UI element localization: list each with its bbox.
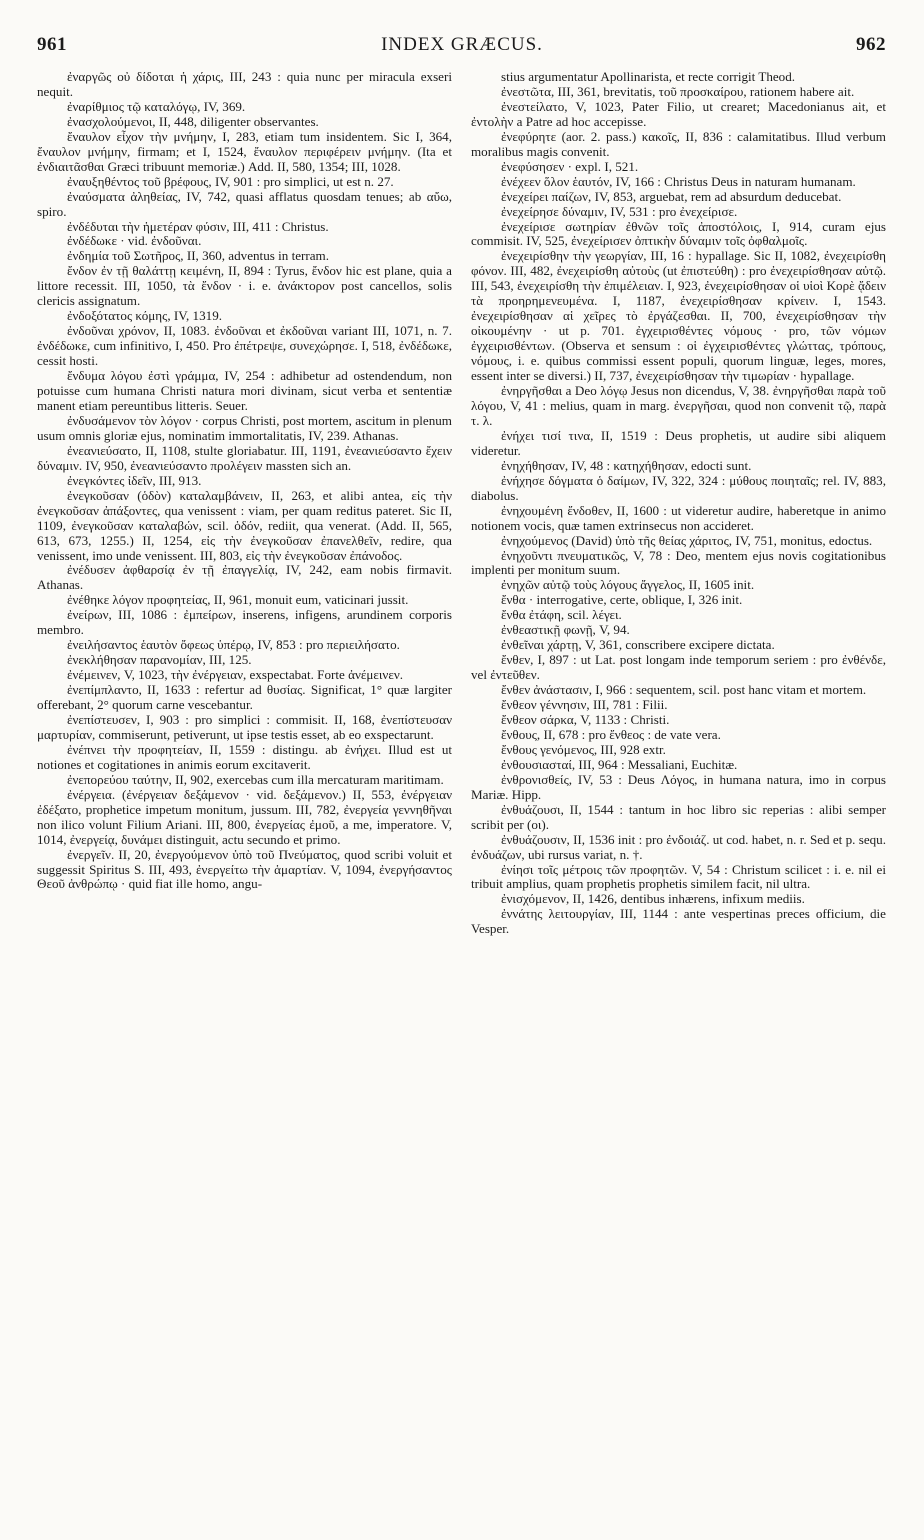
page-number-left: 961	[37, 34, 67, 55]
index-entry: ἐνήχησε δόγματα ὁ δαίμων, IV, 322, 324 : μύθους ποιηταῖς; rel. IV, 883, diabolus.	[471, 472, 886, 503]
index-entry: ἐνέμεινεν, V, 1023, τὴν ἐνέργειαν, exspectabat. Forte ἀνέμεινεν.	[67, 667, 404, 683]
index-entry: ἔνθα · interrogative, certe, oblique, I, 326 init.	[501, 592, 743, 608]
index-entry: ἔνδυμα λόγου ἐστὶ γράμμα, IV, 254 : adhibetur ad ostendendum, non potuisse cum humana Christi natura mori divinam, sicut verba et sententiæ manent etiam pereuntibus litteris. Seuer.	[37, 368, 452, 413]
index-entry: ἐνέχεεν ὅλον ἑαυτόν, IV, 166 : Christus Deus in naturam humanam.	[501, 173, 856, 189]
index-entry: ἐναυξηθέντος τοῦ βρέφους, IV, 901 : pro simplici, ut est n. 27.	[67, 173, 394, 189]
index-entry: ἐνθεῖναι χάρτῃ, V, 361, conscribere excipere dictata.	[501, 637, 775, 653]
index-entry: ἐνθυάζουσιν, II, 1536 init : pro ἐνδοιάζ. ut cod. habet, n. r. Sed et p. sequ. ἐνδυάζων, ubi rursus variat, n. †.	[471, 831, 886, 862]
index-entry: ἐνέθηκε λόγον προφητείας, II, 961, monuit eum, vaticinari jussit.	[67, 592, 409, 608]
index-entry: ἐναρίθμιος τῷ καταλόγῳ, IV, 369.	[67, 98, 246, 114]
index-entry: ἐνεστῶτα, III, 361, brevitatis, τοῦ προσκαίρου, rationem habere ait.	[501, 83, 855, 99]
index-entry: ἐνδυσάμενον τὸν λόγον · corpus Christi, post mortem, ascitum in plenum usum omnis gloriæ ejus, nominatim immortalitatis, IV, 239. Athanas.	[37, 412, 452, 443]
index-entry: ἔναυλον εἶχον τὴν μνήμην, I, 283, etiam tum insidentem. Sic I, 364, ἔναυλον μνήμην, firmam; et I, 1524, ἔναυλον περιφέρειν μνήμην. (Ita et ἐνδιαιτᾶσθαι Græci tribuunt memoriæ.) Add. II, 580, 1354; III, 1028.	[37, 128, 452, 174]
index-entry: ἐνισχόμενον, II, 1426, dentibus inhærens, infixum mediis.	[501, 891, 805, 907]
index-entry: ἐνείρων, III, 1086 : ἐμπείρων, inserens, infigens, arundinem corporis membro.	[37, 607, 452, 638]
index-entry: ἐναύσματα ἀληθείας, IV, 742, quasi afflatus quosdam tenues; ab αὔω, spiro.	[37, 188, 452, 219]
index-entry: ἐνεπίμπλαντο, II, 1633 : refertur ad θυσίας. Significat, 1° quæ largiter offerebant, 2° quorum carne vescebantur.	[37, 682, 452, 713]
index-entry: ἐναργῶς οὐ δίδοται ἡ χάρις, III, 243 : quia nunc per miracula exseri nequit.	[37, 69, 452, 99]
index-entry: ἐννάτης λειτουργίαν, III, 1144 : ante vespertinas preces officium, die Vesper.	[471, 906, 886, 937]
index-entry: ἐνηχοῦντι πνευματικῶς, V, 78 : Deo, mentem ejus novis cogitationibus implenti per monitum suum.	[471, 547, 886, 578]
index-entry: ἐνεκλήθησαν παρανομίαν, III, 125.	[67, 652, 252, 668]
index-entry: ἐνασχολούμενοι, II, 448, diligenter observantes.	[67, 113, 319, 129]
running-header	[0, 34, 924, 60]
index-column-right	[471, 70, 886, 937]
index-entry: ἐνθρονισθείς, IV, 53 : Deus Λόγος, in humana natura, imo in corpus Mariæ. Hipp.	[471, 771, 886, 802]
index-entry: ἐνηχουμένη ἔνδοθεν, II, 1600 : ut videretur audire, haberetque in animo notionem vocis, quæ tamen extrinsecus non accideret.	[471, 502, 886, 533]
index-entry: ἐνηχήθησαν, IV, 48 : κατηχήθησαν, edocti sunt.	[501, 457, 752, 473]
index-entry: ἐνέργεια. (ἐνέργειαν δεξάμενον · vid. δεξάμενον.) II, 553, ἐνέργειαν ἐδέξατο, prophetice impetum monitum, jussum. III, 782, ἐνεργεία γεννηθῆναι non ilico volunt Filium Ariani. III, 800, ἐνεργείας ἐμοῦ, a me, imperatore. V, 1014, ἐνεργείᾳ, δυνάμει distinguit, actu secundo et primo.	[37, 786, 452, 847]
index-entry: ἐνεφύσησεν · expl. I, 521.	[501, 158, 639, 174]
page-number-right: 962	[856, 34, 886, 55]
index-entry: ἔνθεον γέννησιν, III, 781 : Filii.	[501, 697, 668, 713]
index-entry: ἐνδοξότατος κόμης, IV, 1319.	[67, 308, 223, 324]
index-entry: ἐνεπορεύου ταύτην, II, 902, exercebas cum illa mercaturam maritimam.	[67, 771, 444, 787]
index-entry: ἐνδέδωκε · vid. ἐνδοῦναι.	[67, 233, 202, 249]
index-entry: ἐνεφύρητε (aor. 2. pass.) κακοῖς, II, 836 : calamitatibus. Illud verbum moralibus magis convenit.	[471, 128, 886, 159]
index-entry: ἐνθυάζουσι, II, 1544 : tantum in hoc libro sic reperias : alibi semper scribit per (οι).	[471, 801, 886, 832]
index-entry: ἐνεγκόντες ἰδεῖν, III, 913.	[67, 472, 202, 488]
index-entry: ἔνθα ἐτάφη, scil. λέγει.	[501, 607, 622, 623]
running-title: INDEX GRÆCUS.	[381, 34, 543, 55]
index-entry: ἐνεχειρίσθην τὴν γεωργίαν, III, 16 : hypallage. Sic II, 1082, ἐνεχειρίσθη φόνον. III, 482, ἐνεχειρίσθη αὐτοὺς (ut ἐπιστεύθη) : pro ἐνεχειρίσθησαν αὐτῷ. III, 543, ἐνεχειρίσθη τὴν ἐπιμέλειαν. I, 923, ἐνεχειρίσθησαν οἱ υἱοὶ Κορὲ ᾄδειν τὰ προηρημενευμένα. I, 1187, ἐνεχειρίσθησαν κρίνειν. I, 1543. ἐνεχειρίσθησαν αἱ χεῖρες τὸ ἐργάζεσθαι. II, 700, ἐνεχειρίσθησαν τὴν οἰκουμένην · ut p. 701. ἐγχειρισθέντες νόμους · pro, τῶν νόμων ἐγχειρισθέντων. (Observa et sensum : οἱ ἐγχειρισθέντες γλώττας, τρόπους, νόμους, i. e. quibus commissi essent populi, quorum linguæ, leges, mores, essent inter se diversi.) II, 737, ἐνεχειρίσθησαν τὴν τιμωρίαν · hypallage.	[471, 248, 886, 384]
index-entry: ἔνθεν, I, 897 : ut Lat. post longam inde temporum seriem : pro ἐνθένδε, vel ἐντεῦθεν.	[471, 652, 886, 683]
index-entry: ἐνδοῦναι χρόνον, II, 1083. ἐνδοῦναι et ἐκδοῦναι variant III, 1071, n. 7. ἐνδέδωκε, cum infinitivo, I, 450. Pro ἐπέτρεψε, συνεχώρησε. I, 518, ἐνδέδωκε, cessit hosti.	[37, 323, 452, 369]
index-entry: ἐνεχείρει παίζων, IV, 853, arguebat, rem ad absurdum deducebat.	[501, 188, 842, 204]
index-entry: ἐνέδυσεν ἀφθαρσίᾳ ἐν τῇ ἐπαγγελίᾳ, IV, 242, eam nobis firmavit. Athanas.	[37, 562, 452, 593]
index-entry: ἐνίησι τοῖς μέτροις τῶν προφητῶν. V, 54 : Christum scilicet : i. e. nil ei tribuit amplius, quam prophetis prophetis similem facit, nil ultra.	[471, 861, 886, 892]
index-entry: ἐνδέδυται τὴν ἡμετέραν φύσιν, III, 411 : Christus.	[67, 218, 329, 234]
index-entry: ἔνδον ἐν τῇ θαλάττῃ κειμένη, II, 894 : Tyrus, ἔνδον hic est plane, quia a littore recessit. III, 1050, τὰ ἔνδον · i. e. ἀνάκτορον post cancellos, solis clericis assignatum.	[37, 263, 452, 309]
index-entry: ἐνεπίστευσεν, I, 903 : pro simplici : commisit. II, 168, ἐνεπίστευσαν μαρτυρίαν, commiserunt, petiverunt, ut ipse testis esset, ab eo exspectarunt.	[37, 711, 452, 742]
index-entry: ἐνεανιεύσατο, II, 1108, stulte gloriabatur. III, 1191, ἐνεανιεύσαντο ἔχειν δύναμιν. IV, 950, ἐνεανιεύσαντο προλέγειν massten sich an.	[37, 442, 452, 473]
index-entry: ἔνθους γενόμενος, III, 928 extr.	[501, 741, 666, 757]
index-entry: ἔνθους, II, 678 : pro ἔνθεος : de vate vera.	[501, 726, 721, 742]
index-entry: ἐνδημία τοῦ Σωτῆρος, II, 360, adventus in terram.	[67, 248, 330, 264]
index-entry: ἐνεχείρισε σωτηρίαν ἐθνῶν τοῖς ἀποστόλοις, I, 914, curam ejus commisit. IV, 525, ἐνεχείρισεν ὀπτικὴν δύναμιν τοῖς ὀφθαλμοῖς.	[471, 218, 886, 249]
index-entry: ἐνεστείλατο, V, 1023, Pater Filio, ut crearet; Macedonianus ait, et ἐντολὴν a Patre ad hoc accepisse.	[471, 98, 886, 129]
index-entry: ἐνηχούμενος (David) ὑπὸ τῆς θείας χάριτος, IV, 751, monitus, edoctus.	[501, 532, 873, 548]
index-entry: stius argumentatur Apollinarista, et recte corrigit Theod.	[501, 69, 796, 84]
index-entry: ἐνθουσιασταί, III, 964 : Messaliani, Euchitæ.	[501, 756, 738, 772]
index-entry: ἐνθεαστικῇ φωνῇ, V, 94.	[501, 622, 630, 638]
index-entry: ἐνηργῆσθαι a Deo λόγῳ Jesus non dicendus, V, 38. ἐνηργῆσθαι παρὰ τοῦ λόγου, V, 41 : melius, quam in marg. ἐνεργῆσαι, quod non convenit τῷ, παρὰ τ. λ.	[471, 383, 886, 428]
index-entry: ἐνέπνει τὴν προφητείαν, II, 1559 : distingu. ab ἐνήχει. Illud est ut notiones et cogitationes in animis eorum excitaverit.	[37, 741, 452, 772]
index-entry: ἐνεργεῖν. II, 20, ἐνεργούμενον ὑπὸ τοῦ Πνεύματος, quod scribi voluit et suggessit Spiritus S. III, 493, ἐνεργείτω τὴν ἁμαρτίαν. V, 1094, ἐνεργήσαντος Θεοῦ ἀνθρώπῳ · quid fiat ille homo, angu-	[37, 846, 452, 892]
index-entry: ἔνθεον σάρκα, V, 1133 : Christi.	[501, 711, 670, 727]
index-entry: ἐνεγκοῦσαν (ὁδὸν) καταλαμβάνειν, II, 263, et alibi antea, εἰς τὴν ἐνεγκοῦσαν ἀπάξοντες, qua venissent : viam, per quam reditus pateret. Sic II, 1109, ἐνεγκοῦσαν καταλαβών, scil. ὁδόν, rediit, qua venerat. (Add. II, 565, 613, 673, 1255.) II, 1254, εἰς τὴν ἐνεγκοῦσαν ἐπανελθεῖν, redire, qua venissent, imo unde venissent. III, 803, εἰς τὴν ἐνεγκοῦσαν ἐπάνοδος.	[37, 487, 452, 563]
index-entry: ἐνεχείρησε δύναμιν, IV, 531 : pro ἐνεχείρισε.	[501, 203, 738, 219]
index-entry: ἐνηχῶν αὐτῷ τοὺς λόγους ἄγγελος, II, 1605 init.	[501, 577, 755, 593]
index-column-left	[37, 70, 452, 892]
index-entry: ἐνειλήσαντος ἑαυτὸν ὄφεως ὑπέρῳ, IV, 853 : pro περιειλήσατο.	[67, 637, 400, 653]
index-entry: ἐνήχει τισί τινα, II, 1519 : Deus prophetis, ut audire sibi aliquem videretur.	[471, 427, 886, 458]
index-entry: ἔνθεν ἀνάστασιν, I, 966 : sequentem, scil. post hanc vitam et mortem.	[501, 682, 867, 698]
